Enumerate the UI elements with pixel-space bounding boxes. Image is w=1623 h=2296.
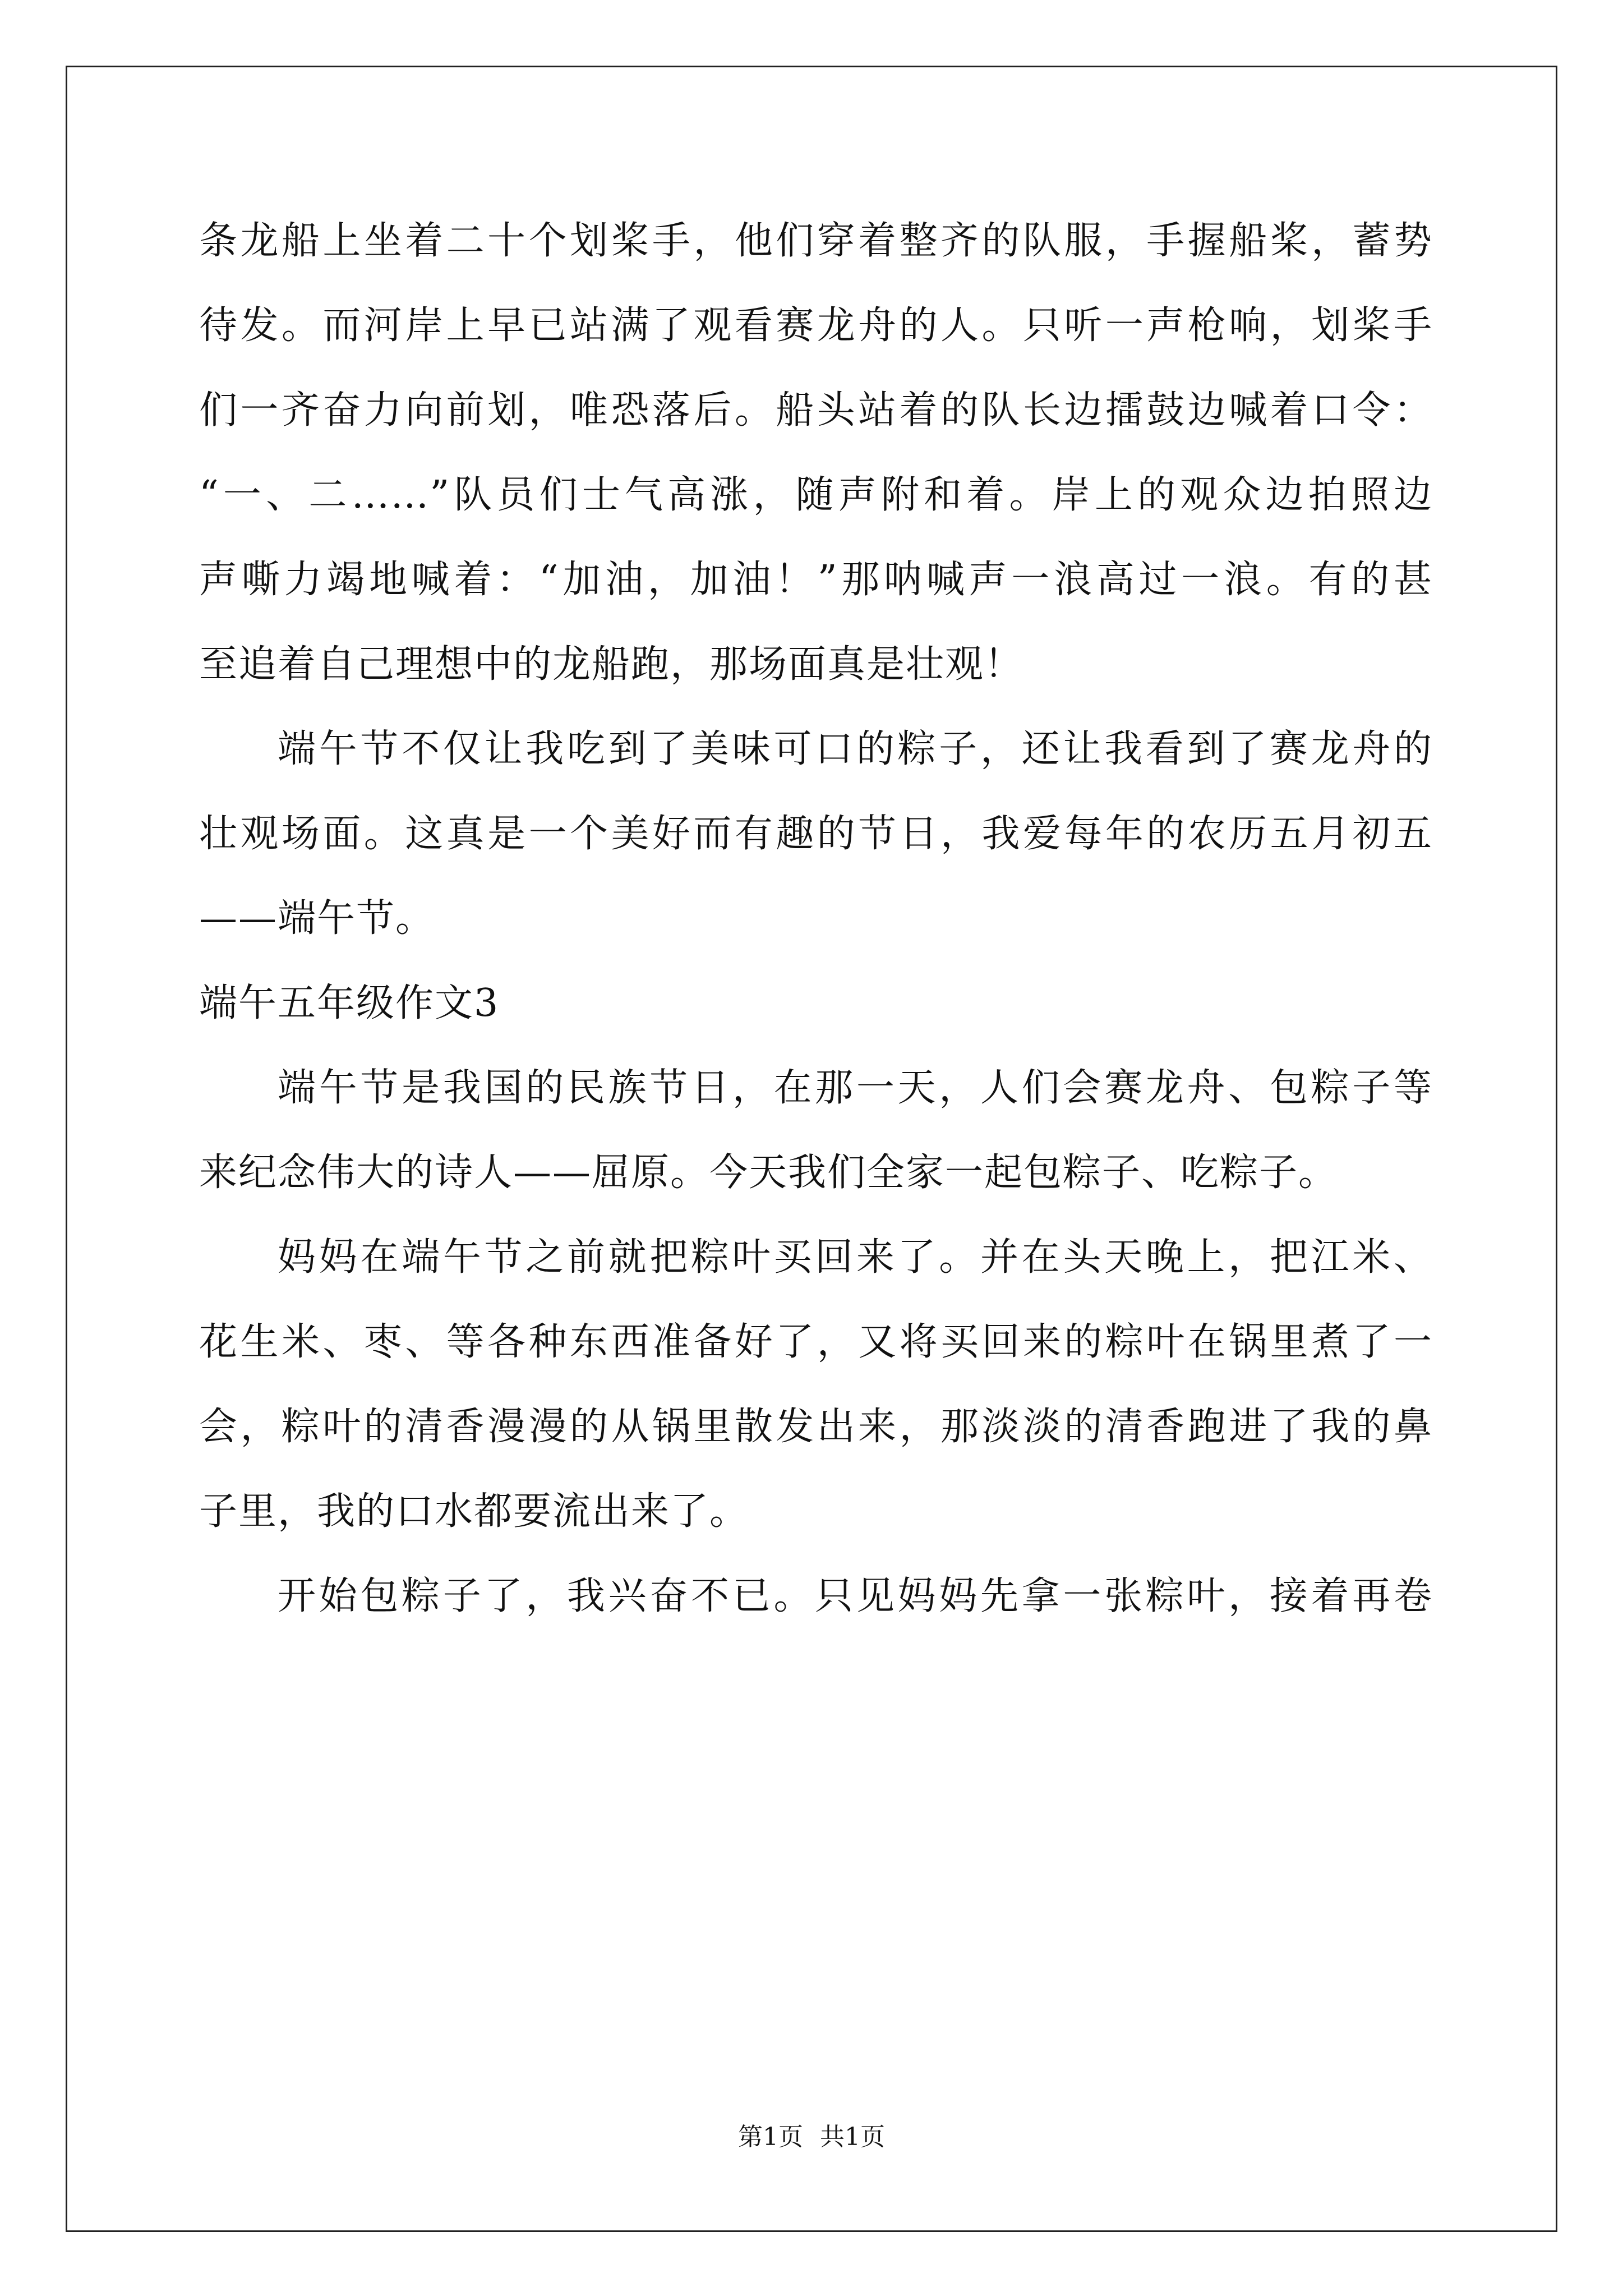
- paragraph-first-line: 妈妈在端午节之前就把粽叶买回来了。并在头天晚上，把江米、: [278, 1235, 1433, 1280]
- text-line: 至追着自己理想中的龙船跑，那场面真是壮观！: [199, 642, 1024, 687]
- text-line: 会，粽叶的清香漫漫的从锅里散发出来，那淡淡的清香跑进了我的鼻: [199, 1405, 1433, 1449]
- text-line: 花生米、枣、等各种东西准备好了，又将买回来的粽叶在锅里煮了一: [199, 1320, 1433, 1364]
- document-body: [199, 208, 1433, 1648]
- text-line: 来纪念伟大的诗人——屈原。今天我们全家一起包粽子、吃粽子。: [199, 1151, 1338, 1195]
- page-number: 第1页: [738, 2123, 803, 2151]
- paragraph-first-line: 开始包粽子了，我兴奋不已。只见妈妈先拿一张粽叶，接着再卷: [278, 1574, 1433, 1618]
- text-line: “一、二……”队员们士气高涨，随声附和着。岸上的观众边拍照边: [199, 473, 1433, 517]
- page-total: 共1页: [820, 2123, 885, 2151]
- text-line: 端午五年级作文3: [199, 981, 500, 1025]
- text-line: ——端午节。: [199, 896, 435, 941]
- text-line: 待发。而河岸上早已站满了观看赛龙舟的人。只听一声枪响，划桨手: [199, 303, 1433, 348]
- paragraph-first-line: 端午节是我国的民族节日，在那一天，人们会赛龙舟、包粽子等: [278, 1066, 1433, 1110]
- text-line: 子里，我的口水都要流出来了。: [199, 1489, 749, 1534]
- paragraph-first-line: 端午节不仅让我吃到了美味可口的粽子，还让我看到了赛龙舟的: [278, 727, 1433, 771]
- text-line: 们一齐奋力向前划，唯恐落后。船头站着的队长边擂鼓边喊着口令：: [199, 388, 1433, 432]
- text-line: 壮观场面。这真是一个美好而有趣的节日，我爱每年的农历五月初五: [199, 812, 1433, 856]
- text-line: 声嘶力竭地喊着：“加油，加油！”那呐喊声一浪高过一浪。有的甚: [199, 558, 1433, 602]
- page-footer: [0, 2120, 1623, 2154]
- text-line: 条龙船上坐着二十个划桨手，他们穿着整齐的队服，手握船桨，蓄势: [199, 219, 1433, 263]
